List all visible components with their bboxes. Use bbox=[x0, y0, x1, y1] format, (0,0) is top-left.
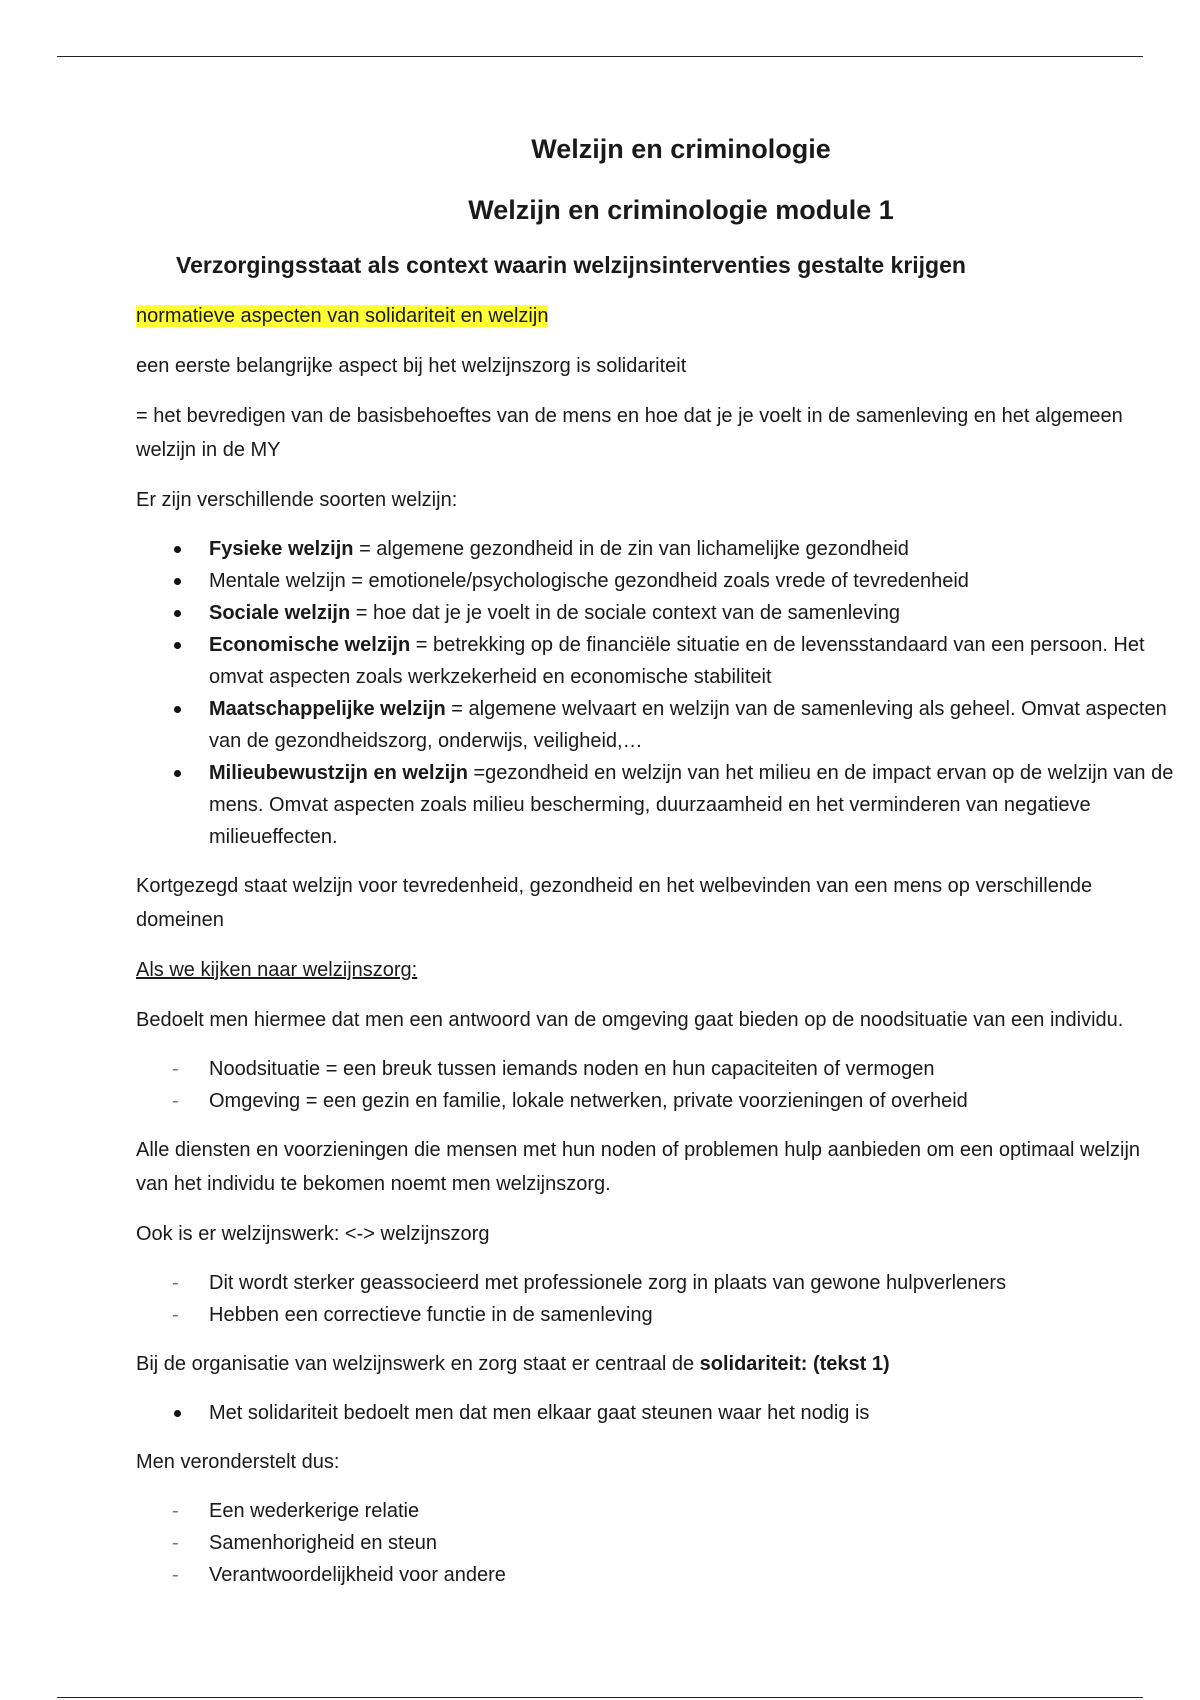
term: Fysieke welzijn bbox=[209, 538, 354, 560]
dash-list-noodsituatie bbox=[136, 1053, 1176, 1117]
list-item bbox=[136, 565, 1176, 597]
list-item: - Verantwoordelijkheid voor andere bbox=[136, 1559, 1176, 1591]
list-item: - Dit wordt sterker geassocieerd met professionele zorg in plaats van gewone hulpverleners bbox=[136, 1267, 1176, 1299]
highlighted-topic bbox=[136, 299, 1176, 333]
definition: =gezondheid en welzijn van het milieu en de impact ervan op de welzijn van de mens. Omvat aspecten zoals milieu bescherming, duurzaamheid en het verminderen van negatieve milieueffecten. bbox=[209, 762, 1174, 848]
solidarity-list bbox=[136, 1397, 1176, 1429]
document-title: Welzijn en criminologie bbox=[531, 134, 831, 164]
paragraph: Ook is er welzijnswerk: <-> welzijnszorg bbox=[136, 1223, 490, 1245]
list-item: - Een wederkerige relatie bbox=[136, 1495, 1176, 1527]
list-item: - Omgeving = een gezin en familie, lokale netwerken, private voorzieningen of overheid bbox=[136, 1085, 1176, 1117]
paragraph-text: Bij de organisatie van welzijnswerk en zorg staat er centraal de bbox=[136, 1353, 700, 1375]
document-page bbox=[136, 134, 1176, 1607]
term: Economische welzijn bbox=[209, 634, 411, 656]
list-item bbox=[136, 597, 1176, 629]
paragraph: een eerste belangrijke aspect bij het welzijnszorg is solidariteit bbox=[136, 355, 687, 377]
paragraph: Bedoelt men hiermee dat men een antwoord van de omgeving gaat bieden op de noodsituatie van een individu. bbox=[136, 1009, 1124, 1031]
bold-term: solidariteit: (tekst 1) bbox=[699, 1353, 890, 1375]
dash-list-welzijnswerk bbox=[136, 1267, 1176, 1331]
module-title: Welzijn en criminologie module 1 bbox=[468, 195, 894, 225]
list-item bbox=[136, 629, 1176, 693]
list-item bbox=[136, 533, 1176, 565]
highlight-text: normatieve aspecten van solidariteit en welzijn bbox=[136, 305, 549, 327]
underlined-text: Als we kijken naar welzijnszorg: bbox=[136, 959, 418, 981]
term: Sociale welzijn bbox=[209, 602, 351, 624]
paragraph: Alle diensten en voorzieningen die mensen met hun noden of problemen hulp aanbieden om een optimaal welzijn van het individu te bekomen noemt men welzijnszorg. bbox=[136, 1139, 1141, 1195]
welfare-types-list bbox=[136, 533, 1176, 853]
list-item: Met solidariteit bedoelt men dat men elkaar gaat steunen waar het nodig is bbox=[136, 1397, 1176, 1429]
term: Maatschappelijke welzijn bbox=[209, 698, 446, 720]
paragraph: Men veronderstelt dus: bbox=[136, 1451, 340, 1473]
list-item: - Samenhorigheid en steun bbox=[136, 1527, 1176, 1559]
footer-rule bbox=[57, 1697, 1143, 1698]
definition: = hoe dat je je voelt in de sociale context van de samenleving bbox=[350, 602, 900, 624]
list-item bbox=[136, 693, 1176, 757]
list-item: - Hebben een correctieve functie in de samenleving bbox=[136, 1299, 1176, 1331]
section-heading: Verzorgingsstaat als context waarin welzijnsinterventies gestalte krijgen bbox=[176, 252, 966, 278]
paragraph bbox=[136, 1347, 1176, 1381]
list-item: - Noodsituatie = een breuk tussen iemands noden en hun capaciteiten of vermogen bbox=[136, 1053, 1176, 1085]
paragraph: Kortgezegd staat welzijn voor tevredenheid, gezondheid en het welbevinden van een mens op verschillende domeinen bbox=[136, 875, 1093, 931]
dash-list-assumptions bbox=[136, 1495, 1176, 1591]
list-item bbox=[136, 757, 1176, 853]
paragraph: = het bevredigen van de basisbehoeftes van de mens en hoe dat je je voelt in de samenleving en het algemeen welzijn in de MY bbox=[136, 405, 1123, 461]
paragraph: Er zijn verschillende soorten welzijn: bbox=[136, 489, 458, 511]
definition: = algemene welvaart en welzijn van de samenleving als geheel. Omvat aspecten van de gezondheidszorg, onderwijs, veiligheid,… bbox=[209, 698, 1167, 752]
term: Milieubewustzijn en welzijn bbox=[209, 762, 468, 784]
underlined-subheading bbox=[136, 953, 1176, 987]
definition: = algemene gezondheid in de zin van lichamelijke gezondheid bbox=[353, 538, 909, 560]
definition: Mentale welzijn = emotionele/psychologische gezondheid zoals vrede of tevredenheid bbox=[209, 570, 969, 592]
definition: = betrekking op de financiële situatie en de levensstandaard van een persoon. Het omvat aspecten zoals werkzekerheid en economische stabiliteit bbox=[209, 634, 1145, 688]
header-rule bbox=[57, 56, 1143, 57]
